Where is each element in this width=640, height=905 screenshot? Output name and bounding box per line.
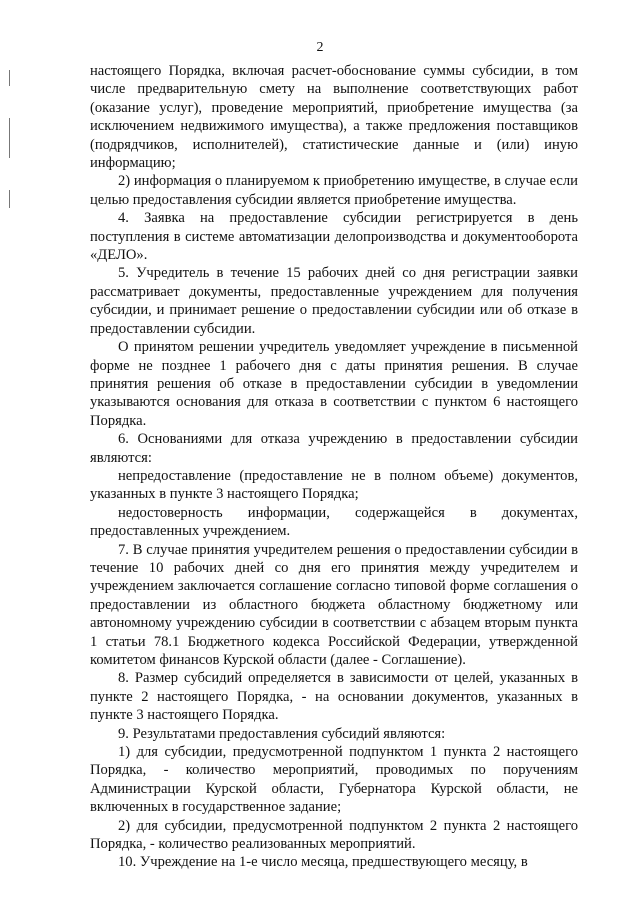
- paragraph: 2) для субсидии, предусмотренной подпунктом 2 пункта 2 настоящего Порядка, - количество реализованных мероприятий.: [90, 817, 578, 853]
- paragraph: 6. Основаниями для отказа учреждению в предоставлении субсидии являются:: [90, 431, 578, 466]
- paragraph: непредоставление (предоставление не в полном объеме) документов, указанных в пункте 3 настоящего Порядка;: [90, 467, 578, 503]
- scan-margin-mark: [9, 70, 10, 86]
- scan-margin-mark: [9, 118, 10, 158]
- paragraph: 10. Учреждение на 1-е число месяца, предшествующего месяцу, в: [118, 854, 528, 871]
- page-number: 2: [316, 40, 324, 55]
- paragraph: настоящего Порядка, включая расчет-обоснование суммы субсидии, в том числе предварительную смету на выполнение соответствующих работ (оказание услуг), проведение мероприятий, приобретение имущества (за исключением недвижимого имущества), а также предложения поставщиков (подрядчиков, исполнителей), статистические данные и (или) иную информацию;: [90, 63, 578, 172]
- paragraph: 8. Размер субсидий определяется в зависимости от целей, указанных в пункте 2 настоящего Порядка, - на основании документов, указанных в пункте 3 настоящего Порядка.: [90, 670, 578, 724]
- paragraph: 5. Учредитель в течение 15 рабочих дней со дня регистрации заявки рассматривает документы, предоставленные учреждением для получения субсидии, и принимает решение о предоставлении субсидии или об отказе в предоставлении субсидии.: [90, 265, 578, 337]
- paragraph: 9. Результатами предоставления субсидий являются:: [118, 725, 446, 742]
- paragraph: 1) для субсидии, предусмотренной подпунктом 1 пункта 2 настоящего Порядка, - количество мероприятий, проводимых по поручениям Администрации Курской области, Губернатора Курской области, не включенных в государственное задание;: [90, 744, 578, 816]
- paragraph: 4. Заявка на предоставление субсидии регистрируется в день поступления в системе автоматизации делопроизводства и документооборота «ДЕЛО».: [90, 210, 578, 264]
- paragraph: недостоверность информации, содержащейся в документах, предоставленных учреждением.: [90, 504, 578, 540]
- paragraph: 2) информация о планируемом к приобретению имуществе, в случае если целью предоставления субсидии является приобретение имущества.: [90, 173, 578, 208]
- paragraph: О принятом решении учредитель уведомляет учреждение в письменной форме не позднее 1 рабочего дня с даты принятия решения. В случае принятия решения об отказе в предоставлении субсидии в уведомлении указываются основания для отказа в соответствии с пунктом 6 настоящего Порядка.: [90, 339, 578, 429]
- scan-margin-mark: [9, 190, 10, 208]
- paragraph: 7. В случае принятия учредителем решения о предоставлении субсидии в течение 10 рабочих дней со дня его принятия между учредителем и учреждением заключается соглашение согласно типовой форме соглашения о предоставлении из областного бюджета областному бюджетному или автономному учреждению субсидии в соответствии с абзацем вторым пункта 1 статьи 78.1 Бюджетного кодекса Российской Федерации, утвержденной комитетом финансов Курской области (далее - Соглашение).: [90, 541, 578, 668]
- document-body: [90, 62, 578, 872]
